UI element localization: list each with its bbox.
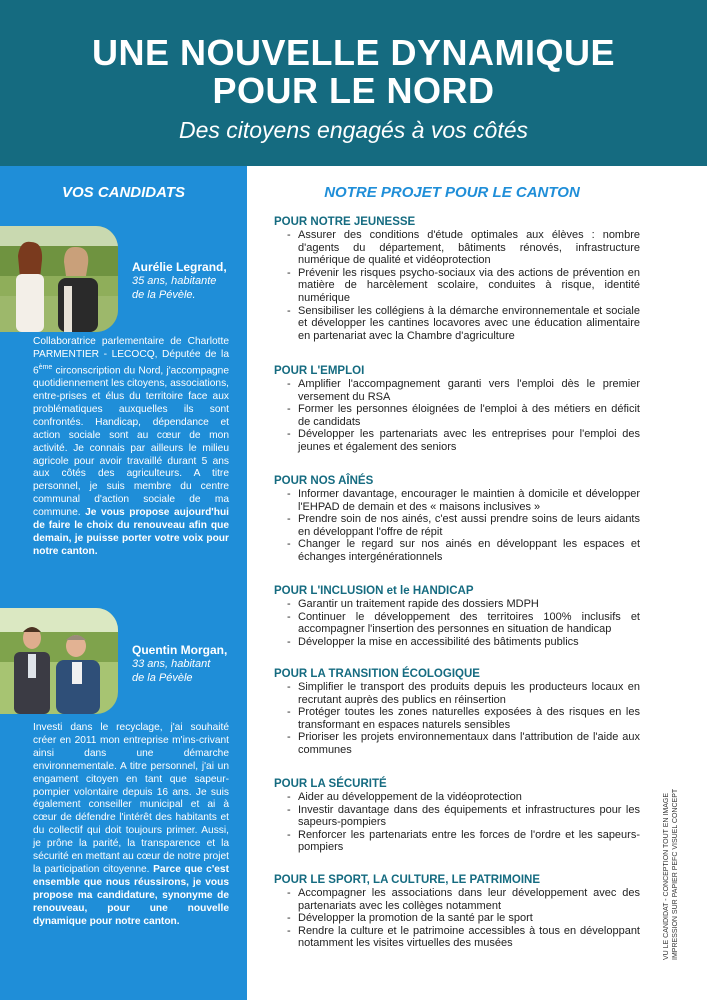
list-item: - Développer la mise en accessibilité des bâtiments publics <box>274 636 640 649</box>
credit-line-1: VU LE CANDIDAT - CONCEPTION TOUT EN IMAGE <box>663 793 670 960</box>
list-item: - Investir davantage dans des équipements et infrastructures pour les sapeurs-pompiers <box>274 804 640 829</box>
list-item: - Assurer des conditions d'étude optimales aux élèves : nombre d'agents du département, bâtiments rénovés, infrastructure numérique de qualité et vidéoprotection <box>274 229 640 267</box>
candidate-1-place: de la Pévèle. <box>132 289 196 301</box>
section-transition <box>274 668 640 757</box>
project-heading: NOTRE PROJET POUR LE CANTON <box>324 184 580 201</box>
candidate-2-caption <box>132 643 227 685</box>
candidate-1-name: Aurélie Legrand, <box>132 260 227 274</box>
title-line-2: POUR LE NORD <box>212 70 495 111</box>
list-item: - Simplifier le transport des produits depuis les producteurs locaux en recrutant auprès des publics en réinsertion <box>274 681 640 706</box>
section-sport-culture <box>274 874 640 950</box>
list-item: - Accompagner les associations dans leur développement avec des partenariats avec les collèges notamment <box>274 887 640 912</box>
bio-text: circonscription du Nord, j'accompagne quotidiennement les citoyens, associations, entre-prises et élus du territoire face aux problématiques auxquelles ils sont confrontés. Handicap, dépendance et action sociale sont au cœur de mon activité. Je connais par ailleurs le milieu agricole pour avoir travaillé durant 5 ans aux côtés des agriculteurs. A titre personnel, je suis membre du centre communal d'action sociale de ma commune. <box>33 365 229 519</box>
candidate-2-name: Quentin Morgan, <box>132 643 228 657</box>
candidate-2-age: 33 ans, habitant <box>132 658 211 670</box>
list-item: - Prioriser les projets environnementaux dans l'attribution de l'aide aux communes <box>274 731 640 756</box>
credit-line-2: IMPRESSION SUR PAPIER PEFC VISUEL CONCEPT <box>672 788 679 960</box>
candidate-photo-2 <box>0 608 118 714</box>
section-title: POUR LA TRANSITION ÉCOLOGIQUE <box>274 668 480 680</box>
list-item: - Garantir un traitement rapide des dossiers MDPH <box>274 598 640 611</box>
list-item: - Prévenir les risques psycho-sociaux via des actions de prévention en matière de harcèlement scolaire, conduites à risque, identité numérique <box>274 267 640 305</box>
candidate-photo-1 <box>0 226 118 332</box>
page-title <box>0 34 707 110</box>
candidate-1-bio <box>33 336 229 559</box>
list-item: - Continuer le développement des territoires 100% inclusifs et accompagner l'insertion des personnes en situation de handicap <box>274 611 640 636</box>
candidate-1-age: 35 ans, habitante <box>132 275 217 287</box>
section-securite <box>274 778 640 854</box>
section-title: POUR LE SPORT, LA CULTURE, LE PATRIMOINE <box>274 874 540 886</box>
section-jeunesse <box>274 216 640 342</box>
bio-superscript: ème <box>38 363 53 371</box>
list-item: - Renforcer les partenariats entre les forces de l'ordre et les sapeurs-pompiers <box>274 829 640 854</box>
bio-text: Investi dans le recyclage, j'ai souhaité créer en 2011 mon entreprise m'ins-crivant ainsi dans une démarche environnementale. A titre personnel, j'ai un engament citoyen en tant que sapeur-pompier volontaire depuis 16 ans. Je suis également conseiller municipal et ai à cœur de défendre l'intérêt des habitants et du collectif qui doit toujours primer. Aussi, je prône la parité, la transparence et la sécurité en mettant au cœur de notre projet la participation citoyenne. <box>33 722 229 875</box>
list-item: - Développer la promotion de la santé par le sport <box>274 912 640 925</box>
section-title: POUR NOS AÎNÉS <box>274 475 374 487</box>
title-line-1: UNE NOUVELLE DYNAMIQUE <box>91 32 616 73</box>
list-item: - Changer le regard sur nos ainés en développant les espaces et échanges intergénérationnels <box>274 538 640 563</box>
candidates-column <box>0 166 247 1000</box>
list-item: - Former les personnes éloignées de l'emploi à des métiers en déficit de candidats <box>274 403 640 428</box>
candidates-heading: VOS CANDIDATS <box>61 184 186 201</box>
section-title: POUR LA SÉCURITÉ <box>274 778 387 790</box>
list-item: - Prendre soin de nos ainés, c'est aussi prendre soins de leurs aidants en développant l'offre de répit <box>274 513 640 538</box>
bio-bold-text: Parce que c'est ensemble que nous réussirons, je vous propose ma candidature, synonyme de renouveau, pour une nouvelle dynamique pour notre canton. <box>33 863 229 927</box>
candidate-1-caption <box>132 260 227 302</box>
section-emploi <box>274 365 640 454</box>
section-title: POUR L'EMPLOI <box>274 365 365 377</box>
list-item: - Protéger toutes les zones naturelles exposées à des risques en les transformant en espaces naturels sensibles <box>274 706 640 731</box>
section-title: POUR NOTRE JEUNESSE <box>274 216 416 228</box>
list-item: - Rendre la culture et le patrimoine accessibles à tous en développant notamment les visites virtuelles des musées <box>274 925 640 950</box>
section-title: POUR L'INCLUSION et le HANDICAP <box>274 585 474 597</box>
list-item: - Informer davantage, encourager le maintien à domicile et développer l'EHPAD de demain et des « maisons inclusives » <box>274 488 640 513</box>
list-item: - Amplifier l'accompagnement garanti vers l'emploi dès le premier versement du RSA <box>274 378 640 403</box>
candidate-2-bio <box>33 722 229 929</box>
section-aines <box>274 475 640 564</box>
project-column <box>247 166 707 1000</box>
page-subtitle: Des citoyens engagés à vos côtés <box>178 117 529 143</box>
bio-text: Collaboratrice parlementaire de Charlotte PARMENTIER - LECOCQ, Députée de la 6 <box>33 336 229 377</box>
list-item: - Sensibiliser les collégiens à la démarche environnementale et sociale et développer les cantines locavores avec une éducation alimentaire en partenariat avec la Chambre d'agriculture <box>274 305 640 343</box>
print-credit <box>662 780 680 960</box>
bio-bold-text: Je vous propose aujourd'hui de faire le choix du renouveau afin que demain, je puisse porter votre voix pour notre canton. <box>33 507 230 557</box>
list-item: - Aider au développement de la vidéoprotection <box>274 791 640 804</box>
page-header <box>0 0 707 166</box>
section-inclusion <box>274 585 640 648</box>
list-item: - Développer les partenariats avec les entreprises pour l'emploi des jeunes et également des seniors <box>274 428 640 453</box>
candidate-2-place: de la Pévèle <box>132 672 193 684</box>
